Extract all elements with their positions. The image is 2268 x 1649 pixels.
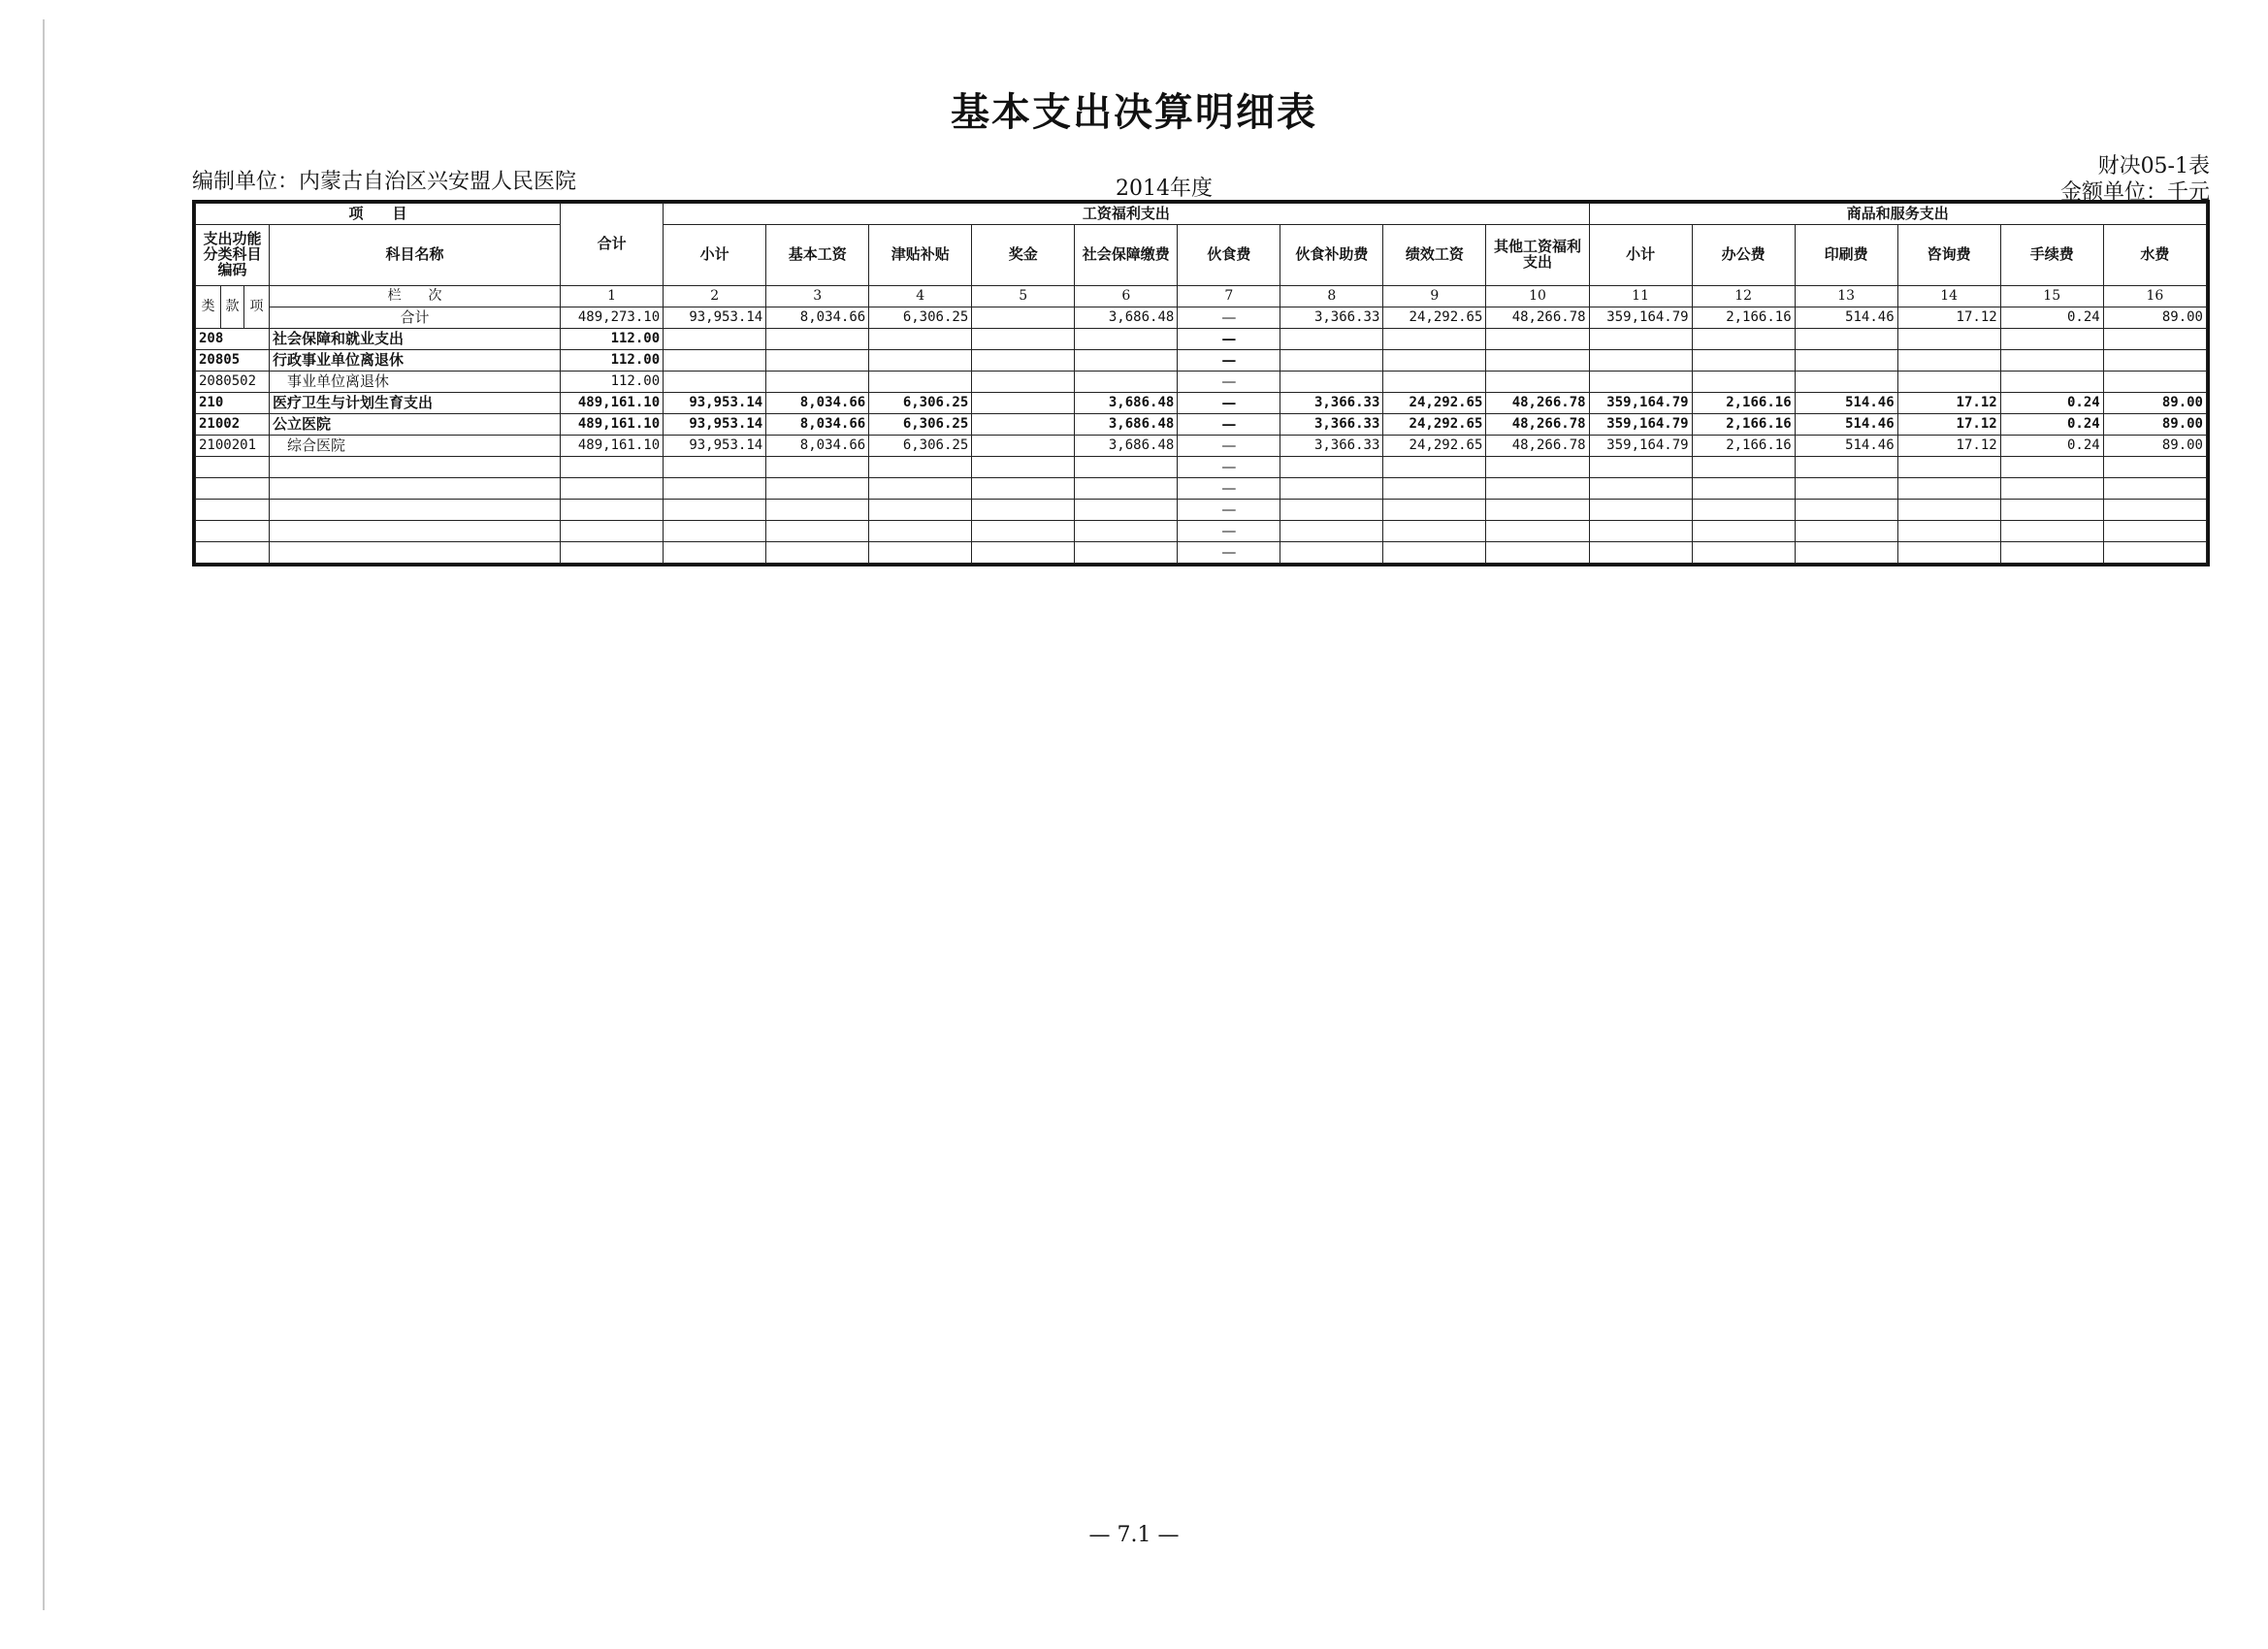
value-cell: 6,306.25 (869, 414, 972, 436)
total-cell: 93,953.14 (664, 307, 766, 329)
table-row (196, 329, 2207, 350)
table-row (196, 500, 2207, 521)
value-cell (561, 500, 664, 521)
func-code-cell: 208 (196, 329, 270, 350)
total-cell: 17.12 (1897, 307, 2000, 329)
fiscal-year: 2014年度 (1116, 177, 1213, 201)
value-cell: — (1178, 521, 1280, 542)
value-cell: 89.00 (2103, 393, 2206, 414)
func-code-cell (196, 457, 270, 478)
value-cell (1897, 500, 2000, 521)
value-cell (1075, 329, 1178, 350)
value-cell: 3,366.33 (1280, 436, 1383, 457)
value-cell (1897, 542, 2000, 564)
value-cell (1075, 350, 1178, 372)
value-cell: 489,161.10 (561, 436, 664, 457)
header-item: 项 目 (196, 204, 561, 225)
value-cell (972, 500, 1075, 521)
func-code-cell: 210 (196, 393, 270, 414)
header-kuan: 款 (221, 286, 244, 329)
header-col: 伙食费 (1178, 225, 1280, 286)
value-cell: 3,686.48 (1075, 393, 1178, 414)
value-cell (972, 521, 1075, 542)
value-cell (664, 500, 766, 521)
value-cell (1795, 478, 1897, 500)
header-col: 社会保障缴费 (1075, 225, 1178, 286)
value-cell (1383, 350, 1486, 372)
value-cell (1897, 457, 2000, 478)
subject-name-cell (270, 500, 561, 521)
col-number: 3 (766, 286, 869, 307)
value-cell (1897, 478, 2000, 500)
header-lei: 类 (196, 286, 221, 329)
value-cell: 8,034.66 (766, 436, 869, 457)
table-row (196, 478, 2207, 500)
value-cell (1280, 542, 1383, 564)
value-cell (561, 457, 664, 478)
header-lanci: 栏 次 (270, 286, 561, 307)
value-cell (972, 372, 1075, 393)
page-number: — 7.1 — (1088, 1523, 1180, 1547)
value-cell (1692, 500, 1795, 521)
subject-name-cell (270, 542, 561, 564)
expenditure-table (192, 200, 2210, 566)
value-cell (1692, 457, 1795, 478)
value-cell (972, 436, 1075, 457)
value-cell: 89.00 (2103, 436, 2206, 457)
value-cell (766, 329, 869, 350)
value-cell (2000, 500, 2103, 521)
col-number: 15 (2000, 286, 2103, 307)
value-cell (2103, 457, 2206, 478)
func-code-cell (196, 478, 270, 500)
preparing-unit: 编制单位：内蒙古自治区兴安盟人民医院 (192, 170, 577, 194)
col-number: 1 (561, 286, 664, 307)
col-number: 6 (1075, 286, 1178, 307)
header-col: 水费 (2103, 225, 2206, 286)
value-cell (1795, 329, 1897, 350)
value-cell (1280, 457, 1383, 478)
form-code: 财决05-1表 (2097, 154, 2210, 178)
value-cell: — (1178, 414, 1280, 436)
header-col: 小计 (1589, 225, 1692, 286)
value-cell (1589, 372, 1692, 393)
value-cell (766, 372, 869, 393)
header-total: 合计 (561, 204, 664, 286)
value-cell (1589, 457, 1692, 478)
value-cell (869, 521, 972, 542)
value-cell (1383, 372, 1486, 393)
value-cell: 6,306.25 (869, 436, 972, 457)
value-cell (869, 542, 972, 564)
value-cell (869, 478, 972, 500)
value-cell (1486, 329, 1589, 350)
value-cell (1589, 521, 1692, 542)
value-cell (972, 329, 1075, 350)
value-cell (1795, 500, 1897, 521)
value-cell (972, 457, 1075, 478)
col-number: 4 (869, 286, 972, 307)
value-cell: 359,164.79 (1589, 393, 1692, 414)
value-cell (1486, 521, 1589, 542)
value-cell (2103, 542, 2206, 564)
total-cell: 0.24 (2000, 307, 2103, 329)
value-cell: 359,164.79 (1589, 436, 1692, 457)
table-row (196, 414, 2207, 436)
value-cell (1795, 372, 1897, 393)
value-cell: 3,366.33 (1280, 393, 1383, 414)
total-cell: 24,292.65 (1383, 307, 1486, 329)
value-cell: 17.12 (1897, 436, 2000, 457)
value-cell (1897, 350, 2000, 372)
value-cell (664, 350, 766, 372)
header-col: 印刷费 (1795, 225, 1897, 286)
value-cell (972, 414, 1075, 436)
value-cell (1795, 521, 1897, 542)
value-cell (1383, 329, 1486, 350)
value-cell (2000, 350, 2103, 372)
value-cell: — (1178, 393, 1280, 414)
value-cell: 6,306.25 (869, 393, 972, 414)
value-cell: 93,953.14 (664, 393, 766, 414)
scan-edge (43, 19, 45, 1610)
value-cell (1280, 350, 1383, 372)
value-cell: 3,366.33 (1280, 414, 1383, 436)
value-cell (1795, 457, 1897, 478)
value-cell: 24,292.65 (1383, 393, 1486, 414)
total-cell: 359,164.79 (1589, 307, 1692, 329)
subject-name-cell: 事业单位离退休 (270, 372, 561, 393)
value-cell (1383, 457, 1486, 478)
header-col: 小计 (664, 225, 766, 286)
value-cell: 3,686.48 (1075, 414, 1178, 436)
value-cell (2103, 350, 2206, 372)
value-cell: 93,953.14 (664, 436, 766, 457)
header-col: 咨询费 (1897, 225, 2000, 286)
value-cell: 17.12 (1897, 393, 2000, 414)
col-number: 16 (2103, 286, 2206, 307)
value-cell (766, 521, 869, 542)
subject-name-cell: 行政事业单位离退休 (270, 350, 561, 372)
value-cell: 359,164.79 (1589, 414, 1692, 436)
value-cell: 2,166.16 (1692, 436, 1795, 457)
value-cell: 0.24 (2000, 436, 2103, 457)
value-cell: 0.24 (2000, 393, 2103, 414)
col-number: 5 (972, 286, 1075, 307)
value-cell (1075, 500, 1178, 521)
value-cell: 514.46 (1795, 414, 1897, 436)
subject-name-cell: 综合医院 (270, 436, 561, 457)
col-number: 9 (1383, 286, 1486, 307)
value-cell: — (1178, 329, 1280, 350)
value-cell (1692, 521, 1795, 542)
value-cell (1383, 542, 1486, 564)
header-xiang: 项 (244, 286, 270, 329)
value-cell (869, 372, 972, 393)
value-cell (1280, 500, 1383, 521)
value-cell (1280, 372, 1383, 393)
value-cell (2000, 521, 2103, 542)
value-cell (1075, 372, 1178, 393)
value-cell (664, 329, 766, 350)
table-row (196, 393, 2207, 414)
value-cell (1075, 478, 1178, 500)
value-cell (561, 478, 664, 500)
value-cell (1897, 329, 2000, 350)
col-number: 11 (1589, 286, 1692, 307)
value-cell (1383, 521, 1486, 542)
func-code-cell: 21002 (196, 414, 270, 436)
value-cell: 112.00 (561, 372, 664, 393)
value-cell (1692, 329, 1795, 350)
total-cell: 2,166.16 (1692, 307, 1795, 329)
value-cell: — (1178, 500, 1280, 521)
value-cell: 2,166.16 (1692, 414, 1795, 436)
value-cell (2000, 542, 2103, 564)
value-cell (1075, 521, 1178, 542)
subject-name-cell: 医疗卫生与计划生育支出 (270, 393, 561, 414)
value-cell: 89.00 (2103, 414, 2206, 436)
value-cell: 2,166.16 (1692, 393, 1795, 414)
table-row (196, 542, 2207, 564)
total-cell: 3,686.48 (1075, 307, 1178, 329)
total-cell: 3,366.33 (1280, 307, 1383, 329)
value-cell (869, 329, 972, 350)
header-func-code: 支出功能分类科目编码 (196, 225, 270, 286)
value-cell (1280, 478, 1383, 500)
subject-name-cell (270, 478, 561, 500)
table-row (196, 436, 2207, 457)
value-cell: — (1178, 457, 1280, 478)
total-cell: — (1178, 307, 1280, 329)
header-col: 伙食补助费 (1280, 225, 1383, 286)
value-cell: 3,686.48 (1075, 436, 1178, 457)
value-cell (1692, 542, 1795, 564)
value-cell (2000, 478, 2103, 500)
header-col: 基本工资 (766, 225, 869, 286)
value-cell (561, 542, 664, 564)
value-cell (664, 521, 766, 542)
value-cell (1486, 542, 1589, 564)
value-cell (1795, 542, 1897, 564)
value-cell (1486, 350, 1589, 372)
value-cell (1589, 542, 1692, 564)
value-cell (1897, 521, 2000, 542)
value-cell (869, 500, 972, 521)
value-cell: — (1178, 372, 1280, 393)
value-cell (1589, 500, 1692, 521)
value-cell: 112.00 (561, 350, 664, 372)
col-number: 13 (1795, 286, 1897, 307)
func-code-cell (196, 542, 270, 564)
value-cell (2103, 372, 2206, 393)
value-cell (664, 457, 766, 478)
total-cell: 6,306.25 (869, 307, 972, 329)
value-cell (1383, 478, 1486, 500)
header-col: 奖金 (972, 225, 1075, 286)
value-cell (2000, 457, 2103, 478)
value-cell: 24,292.65 (1383, 436, 1486, 457)
col-number: 10 (1486, 286, 1589, 307)
value-cell: — (1178, 350, 1280, 372)
value-cell (664, 542, 766, 564)
value-cell (1486, 457, 1589, 478)
total-cell (972, 307, 1075, 329)
value-cell (1383, 500, 1486, 521)
value-cell (1692, 478, 1795, 500)
value-cell (972, 478, 1075, 500)
value-cell (972, 350, 1075, 372)
subject-name-cell (270, 457, 561, 478)
table-body (196, 329, 2207, 564)
header-col: 其他工资福利支出 (1486, 225, 1589, 286)
value-cell (1692, 350, 1795, 372)
value-cell: 514.46 (1795, 436, 1897, 457)
value-cell (1897, 372, 2000, 393)
total-cell: 48,266.78 (1486, 307, 1589, 329)
value-cell: 489,161.10 (561, 393, 664, 414)
value-cell (972, 393, 1075, 414)
table-row (196, 350, 2207, 372)
total-cell: 489,273.10 (561, 307, 664, 329)
value-cell: 93,953.14 (664, 414, 766, 436)
value-cell (1692, 372, 1795, 393)
value-cell (664, 478, 766, 500)
header-col: 办公费 (1692, 225, 1795, 286)
value-cell (2103, 329, 2206, 350)
subject-name-cell (270, 521, 561, 542)
value-cell (2000, 372, 2103, 393)
func-code-cell: 20805 (196, 350, 270, 372)
document-title: 基本支出决算明细表 (951, 90, 1317, 135)
value-cell (1280, 329, 1383, 350)
col-number: 2 (664, 286, 766, 307)
func-code-cell: 2100201 (196, 436, 270, 457)
value-cell (1589, 478, 1692, 500)
col-number: 12 (1692, 286, 1795, 307)
total-row-label: 合计 (270, 307, 561, 329)
col-number: 8 (1280, 286, 1383, 307)
total-cell: 89.00 (2103, 307, 2206, 329)
value-cell (2103, 521, 2206, 542)
value-cell: 8,034.66 (766, 414, 869, 436)
value-cell (2103, 478, 2206, 500)
func-code-cell: 2080502 (196, 372, 270, 393)
value-cell (766, 500, 869, 521)
value-cell: 48,266.78 (1486, 414, 1589, 436)
value-cell (766, 457, 869, 478)
table-row (196, 457, 2207, 478)
value-cell (561, 521, 664, 542)
value-cell (972, 542, 1075, 564)
value-cell (1075, 457, 1178, 478)
value-cell: 514.46 (1795, 393, 1897, 414)
header-col: 绩效工资 (1383, 225, 1486, 286)
header-group-goods: 商品和服务支出 (1589, 204, 2206, 225)
header-col: 手续费 (2000, 225, 2103, 286)
value-cell: 48,266.78 (1486, 436, 1589, 457)
value-cell: — (1178, 436, 1280, 457)
value-cell (766, 350, 869, 372)
subject-name-cell: 公立医院 (270, 414, 561, 436)
value-cell (1486, 478, 1589, 500)
value-cell (869, 350, 972, 372)
value-cell (2103, 500, 2206, 521)
value-cell: — (1178, 478, 1280, 500)
col-number: 14 (1897, 286, 2000, 307)
value-cell (1589, 350, 1692, 372)
value-cell: 48,266.78 (1486, 393, 1589, 414)
value-cell (2000, 329, 2103, 350)
table-row (196, 521, 2207, 542)
value-cell (1486, 372, 1589, 393)
value-cell (1589, 329, 1692, 350)
value-cell (1795, 350, 1897, 372)
value-cell: 24,292.65 (1383, 414, 1486, 436)
value-cell: 17.12 (1897, 414, 2000, 436)
col-number: 7 (1178, 286, 1280, 307)
header-subject-name: 科目名称 (270, 225, 561, 286)
subject-name-cell: 社会保障和就业支出 (270, 329, 561, 350)
value-cell: 112.00 (561, 329, 664, 350)
value-cell: 0.24 (2000, 414, 2103, 436)
value-cell: 489,161.10 (561, 414, 664, 436)
total-cell: 8,034.66 (766, 307, 869, 329)
value-cell: 8,034.66 (766, 393, 869, 414)
value-cell (1280, 521, 1383, 542)
value-cell (1486, 500, 1589, 521)
value-cell (766, 478, 869, 500)
header-group-wages: 工资福利支出 (664, 204, 1589, 225)
func-code-cell (196, 500, 270, 521)
header-col: 津贴补贴 (869, 225, 972, 286)
value-cell (869, 457, 972, 478)
value-cell (664, 372, 766, 393)
func-code-cell (196, 521, 270, 542)
amount-unit: 金额单位：千元 (2059, 180, 2210, 205)
table-row (196, 372, 2207, 393)
total-cell: 514.46 (1795, 307, 1897, 329)
value-cell (1075, 542, 1178, 564)
value-cell (766, 542, 869, 564)
value-cell: — (1178, 542, 1280, 564)
